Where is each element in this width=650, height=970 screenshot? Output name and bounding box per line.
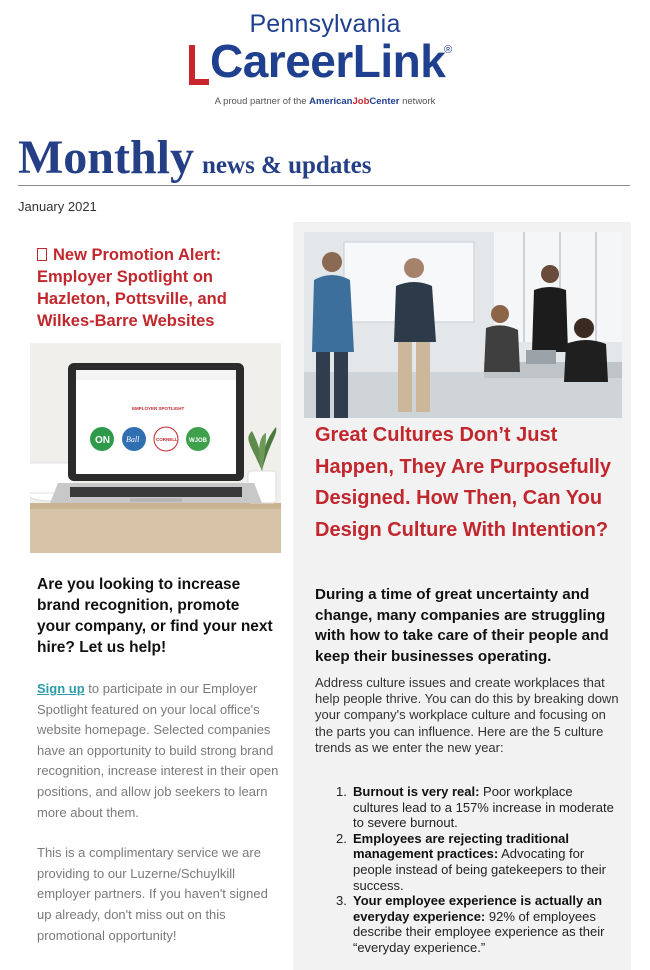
title-monthly: Monthly: [18, 131, 195, 184]
checkbox-glyph-icon: [37, 248, 47, 261]
laptop-spotlight-image: [30, 343, 281, 553]
promo-question: Are you looking to increase brand recognition, promote your company, or find your next hire? Let us help!: [37, 576, 273, 656]
office-meeting-image: [304, 232, 622, 418]
promo-paragraph-2: This is a complimentary service we are providing to our Luzerne/Schuylkill employer partners. If you haven't signed up already, don't miss out on this promotional opportunity!: [37, 845, 268, 943]
list-item: 2. Employees are rejecting traditional management practices: Advocating for people instead of being gatekeepers to their success.: [336, 830, 606, 893]
logo-state: Pennsylvania: [249, 10, 401, 38]
careerlink-logo[interactable]: [0, 0, 650, 112]
sign-up-link[interactable]: Sign up: [37, 681, 85, 696]
logo-on: ON: [95, 435, 110, 446]
logo-wjob: WJOB: [189, 438, 207, 444]
promo-body: [37, 679, 281, 946]
title-divider: [18, 185, 630, 186]
promo-paragraph-1: Sign up to participate in our Employer Spotlight featured on your local office's website homepage. Selected companies have an opportunity to build strong brand recognition, increase interest in their open positions, and allow job seekers to learn more about them.: [37, 681, 279, 820]
logo-registered: ®: [444, 44, 453, 56]
logo-cornell: CORNELL: [156, 437, 178, 442]
culture-trends-list: [336, 784, 618, 956]
list-item: 3. Your employee experience is actually an everyday experience: 92% of employees describe their employee experience as their “everyday experience.”: [336, 893, 605, 955]
article-paragraph: Address culture issues and create workplaces that help people thrive. You can do this by breaking down your company's workplace culture and focusing on the parts you can influence. Here are the 5 culture trends as we enter the new year:: [315, 675, 619, 755]
article-headline: Great Cultures Don’t Just Happen, They Are Purposefully Designed. How Then, Can You Design Culture With Intention?: [315, 424, 611, 541]
logo-tagline: A proud partner of the AmericanJobCenter network: [214, 96, 436, 107]
promo-heading: New Promotion Alert: Employer Spotlight on Hazleton, Pottsville, and Wilkes-Barre Websites: [37, 246, 227, 330]
list-item: 1. Burnout is very real: Poor workplace cultures lead to a 157% increase in moderate to severe burnout.: [336, 784, 614, 831]
laptop-screen-heading: EMPLOYER SPOTLIGHT: [132, 406, 185, 411]
newsletter-title: [18, 130, 372, 185]
logo-brand: CareerLink: [210, 35, 446, 87]
logo-ball: Ball: [126, 435, 140, 444]
issue-date: January 2021: [18, 199, 97, 214]
title-news-updates: news & updates: [202, 152, 372, 179]
logo-bracket-mark: [189, 45, 209, 85]
article-subheadline: During a time of great uncertainty and change, many companies are struggling with how to take care of their people and keep their businesses operating.: [315, 586, 609, 665]
